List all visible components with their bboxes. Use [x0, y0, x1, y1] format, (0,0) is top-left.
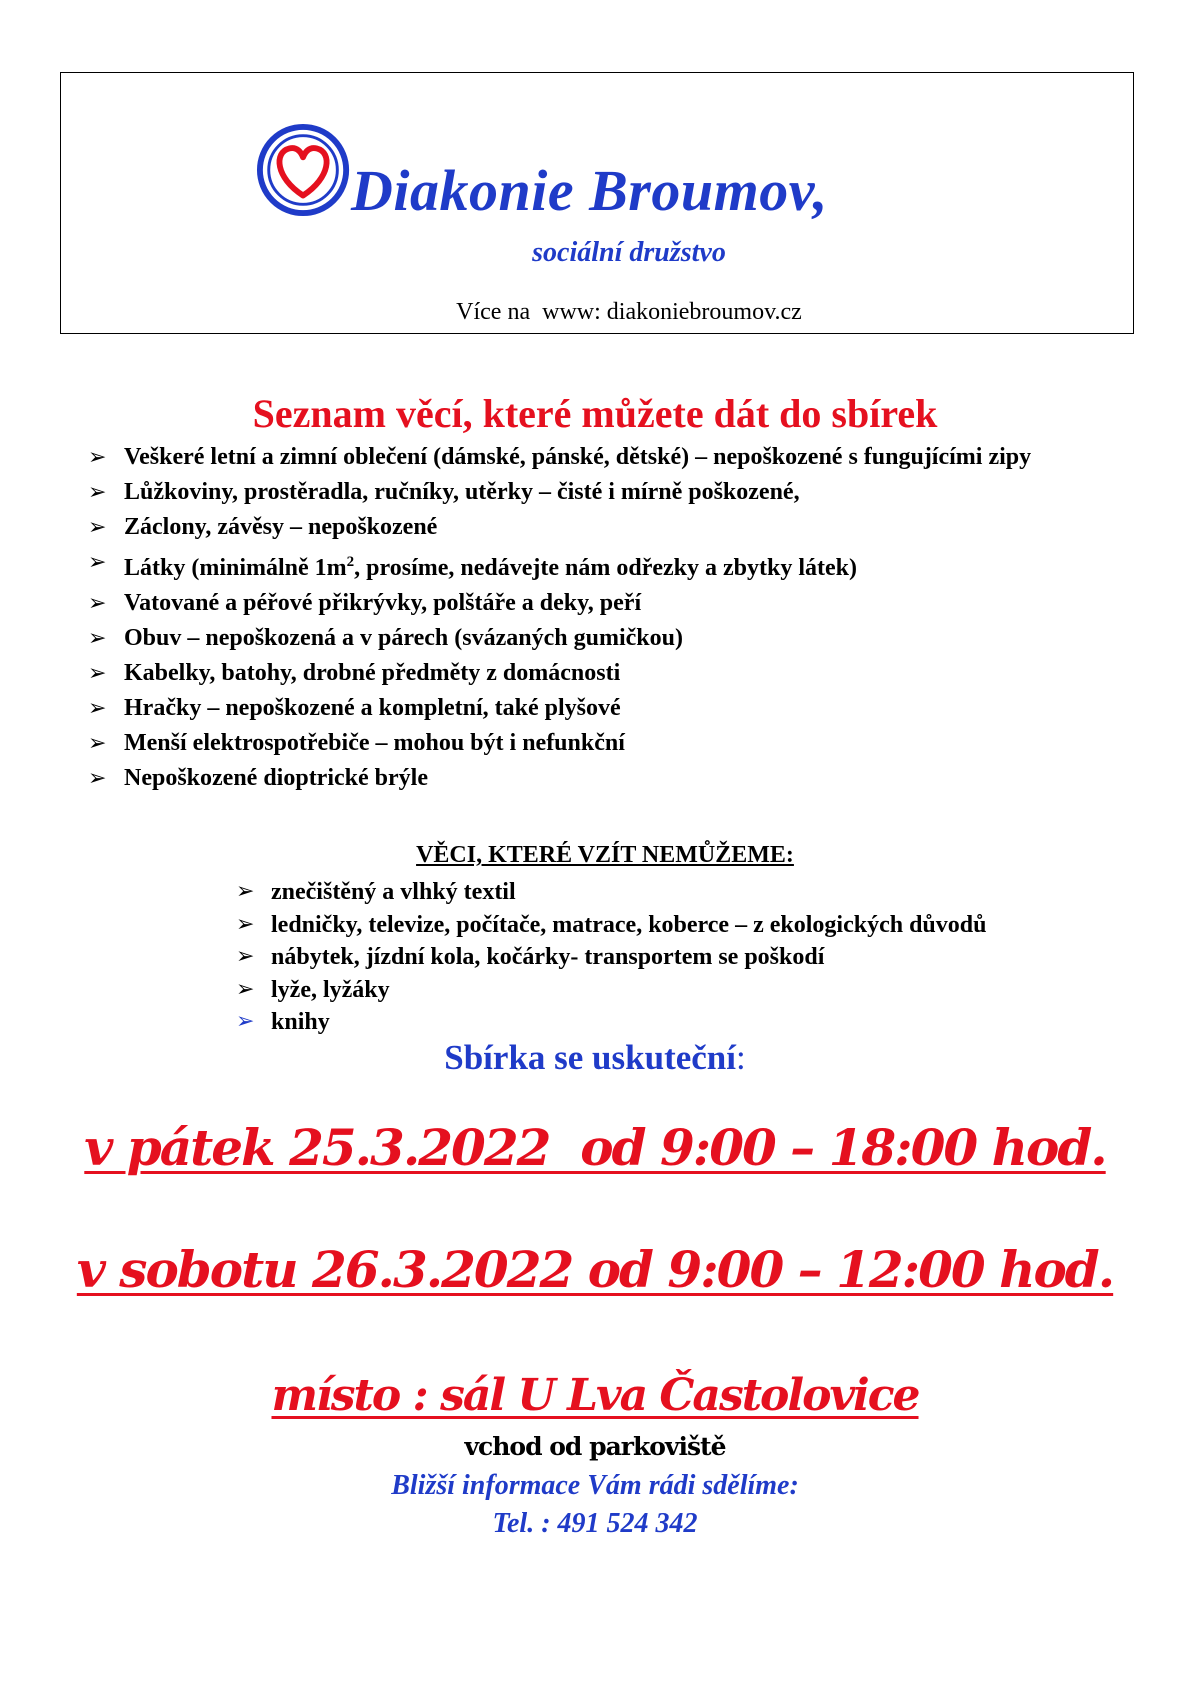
collection-date-saturday: v sobotu 26.3.2022 od 9:00 – 12:00 hod.: [76, 1240, 1114, 1299]
collection-heading: Sbírka se uskuteční:: [444, 1038, 746, 1077]
arrow-bullet-icon: ➢: [236, 1009, 255, 1034]
list-item: ➢ znečištěný a vlhký textil: [236, 876, 1136, 909]
org-name: Diakonie Broumov,: [351, 158, 828, 223]
arrow-bullet-icon: ➢: [236, 911, 255, 937]
arrow-bullet-icon: ➢: [88, 696, 107, 721]
org-subtitle: sociální družstvo: [532, 237, 726, 268]
entrance-note: vchod od parkoviště: [464, 1432, 726, 1461]
rejected-list: [236, 876, 1136, 1039]
arrow-bullet-icon: ➢: [88, 731, 107, 756]
list-item: ➢ Kabelky, batohy, drobné předměty z domácnosti: [88, 656, 1148, 691]
list-item: ➢ Veškeré letní a zimní oblečení (dámské, pánské, dětské) – nepoškozené s fungujícími zipy: [88, 440, 1148, 475]
arrow-bullet-icon: ➢: [88, 626, 107, 651]
phone-number: Tel. : 491 524 342: [492, 1508, 698, 1539]
arrow-bullet-icon: ➢: [88, 550, 107, 575]
list-item: ➢ Látky (minimálně $1m^2$, prosíme, nedávejte nám odřezky a zbytky látek): [88, 545, 1148, 586]
info-note: Bližší informace Vám rádi sdělíme:: [391, 1470, 799, 1501]
accepted-list: [88, 440, 1148, 796]
list-item: ➢ Vatované a péřové přikrývky, polštáře a deky, peří: [88, 586, 1148, 621]
list-item: ➢ Záclony, závěsy – nepoškozené: [88, 510, 1148, 545]
diakonie-logo-icon: [256, 121, 354, 219]
arrow-bullet-icon: ➢: [236, 879, 255, 904]
accepted-list-title: Seznam věcí, které můžete dát do sbírek: [252, 391, 938, 436]
arrow-bullet-icon: ➢: [88, 766, 107, 791]
list-item: ➢ knihy: [236, 1006, 1136, 1039]
arrow-bullet-icon: ➢: [88, 445, 107, 470]
arrow-bullet-icon: ➢: [88, 480, 107, 505]
list-item: ➢ Hračky – nepoškozené a kompletní, také plyšové: [88, 691, 1148, 726]
arrow-bullet-icon: ➢: [88, 515, 107, 540]
rejected-list-title: VĚCI, KTERÉ VZÍT NEMŮŽEME:: [416, 842, 794, 868]
collection-date-friday: v pátek 25.3.2022 od 9:00 – 18:00 hod.: [84, 1118, 1106, 1177]
list-item: ➢ Menší elektrospotřebiče – mohou být i nefunkční: [88, 726, 1148, 761]
list-item: ➢ Lůžkoviny, prostěradla, ručníky, utěrky – čisté i mírně poškozené,: [88, 475, 1148, 510]
list-item: ➢ Nepoškozené dioptrické brýle: [88, 761, 1148, 796]
list-item: ➢ ledničky, televize, počítače, matrace, koberce – z ekologických důvodů: [236, 909, 1136, 942]
arrow-bullet-icon: ➢: [88, 661, 107, 686]
list-item: ➢ lyže, lyžáky: [236, 974, 1136, 1007]
collection-place: místo : sál U Lva Častolovice: [271, 1370, 919, 1421]
org-website: Více na www: diakoniebroumov.cz: [456, 299, 802, 325]
arrow-bullet-icon: ➢: [88, 591, 107, 616]
list-item: ➢ Obuv – nepoškozená a v párech (svázaných gumičkou): [88, 621, 1148, 656]
arrow-bullet-icon: ➢: [236, 944, 255, 969]
list-item: ➢ nábytek, jízdní kola, kočárky- transportem se poškodí: [236, 941, 1136, 974]
header-box: [60, 72, 1134, 334]
arrow-bullet-icon: ➢: [236, 976, 255, 1002]
